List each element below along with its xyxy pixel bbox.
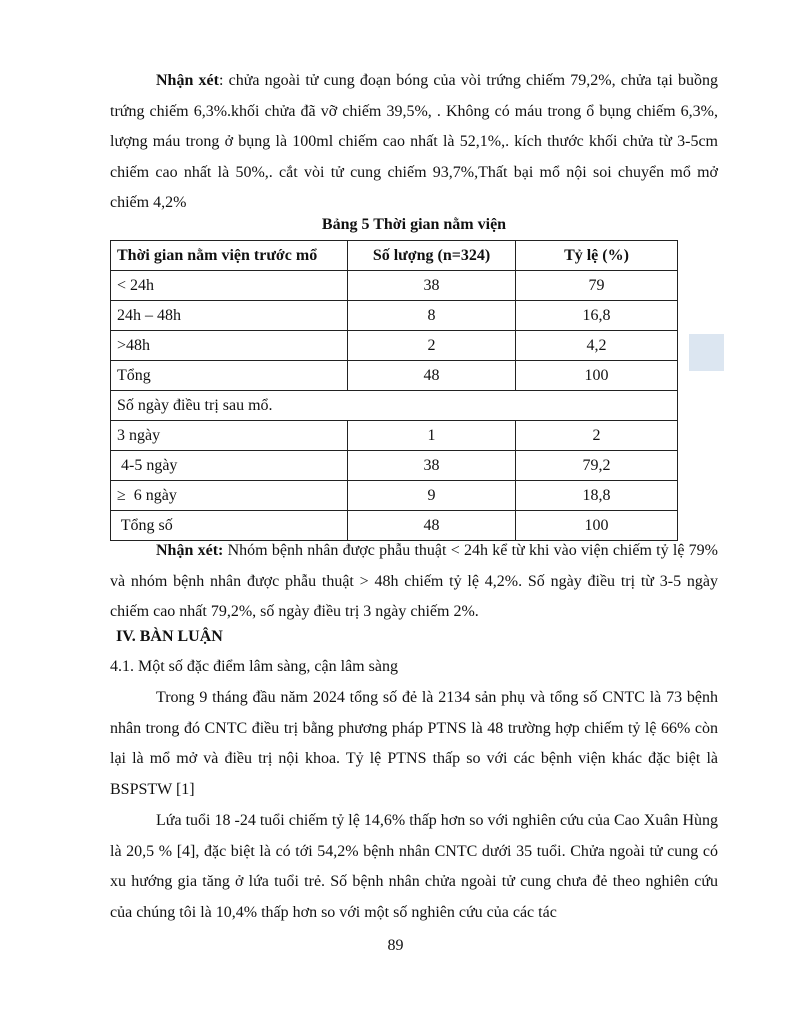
table-row [111,331,678,361]
hospital-stay-table [110,240,678,541]
body-paragraph-2: Lứa tuổi 18 -24 tuổi chiếm tỷ lệ 14,6% thấp hơn so với nghiên cứu của Cao Xuân Hùng là 20,5 % [4], đặc biệt là có tới 54,2% bệnh nhân CNTC dưới 35 tuổi. Chửa ngoài tử cung có xu hướng gia tăng ở lứa tuổi trẻ. Số bệnh nhân chửa ngoài tử cung chưa đẻ theo nghiên cứu của chúng tôi là 10,4% thấp hơn so với một số nghiên cứu của các tác [110,812,718,921]
subsection-heading: 4.1. Một số đặc điểm lâm sàng, cận lâm sàng [110,658,398,675]
table-cell: 2 [516,421,678,451]
table-cell: 8 [348,301,516,331]
table-cell: 24h – 48h [111,301,348,331]
table-cell: ≥ 6 ngày [111,481,348,511]
table-cell: 4,2 [516,331,678,361]
comment-text: : chửa ngoài tử cung đoạn bóng của vòi trứng chiếm 79,2%, chửa tại buồng trứng chiếm 6,3%.khối chửa đã vỡ chiếm 39,5%, . Không có máu trong ổ bụng chiếm 6,3%, lượng máu trong ở bụng là 100ml chiếm cao nhất là 52,1%,. kích thước khối chửa từ 3-5cm chiếm cao nhất là 50%,. cắt vòi tử cung chiếm 93,7%,Thất bại mổ nội soi chuyển mổ mở chiếm 4,2% [110,72,719,212]
table-cell: 79,2 [516,451,678,481]
comment-paragraph-1 [110,66,718,219]
table-row [111,271,678,301]
table-cell: >48h [111,331,348,361]
table-cell: 9 [348,481,516,511]
header-cell: Số lượng (n=324) [348,241,516,271]
comment-label: Nhận xét [156,72,219,89]
table-cell: 38 [348,271,516,301]
section-heading: IV. BÀN LUẬN [116,628,223,645]
table-cell: 38 [348,451,516,481]
body-paragraph-1: Trong 9 tháng đầu năm 2024 tổng số đẻ là 2134 sản phụ và tổng số CNTC là 73 bệnh nhân trong đó CNTC điều trị bằng phương pháp PTNS là 48 trường hợp chiếm tỷ lệ 66% còn lại là mổ mở và điều trị nội khoa. Tỷ lệ PTNS thấp so với các bệnh viện khác đặc biệt là BSPSTW [1] [110,689,718,798]
table-section-row [111,391,678,421]
header-cell: Thời gian nằm viện trước mổ [111,241,348,271]
table-row [111,451,678,481]
table-cell: Tổng [111,361,348,391]
table-caption: Bảng 5 Thời gian nằm viện [321,216,507,233]
table-cell: 4-5 ngày [111,451,348,481]
table-cell: 79 [516,271,678,301]
comment-paragraph-2 [110,536,718,628]
table-cell: 18,8 [516,481,678,511]
page-number: 89 [387,937,404,954]
table-cell: 1 [348,421,516,451]
table-header-row [111,241,678,271]
table-cell: 48 [348,361,516,391]
table-cell: 2 [348,331,516,361]
comment-text: Nhóm bệnh nhân được phẫu thuật < 24h kể từ khi vào viện chiếm tỷ lệ 79% và nhóm bệnh nhân được phẫu thuật > 48h chiếm tỷ lệ 4,2%. Số ngày điều trị từ 3-5 ngày chiếm cao nhất 79,2%, số ngày điều trị 3 ngày chiếm 2%. [110,542,719,621]
table-cell: 100 [516,361,678,391]
table-row [111,301,678,331]
header-cell: Tỷ lệ (%) [516,241,678,271]
table-cell: 100 [516,511,678,541]
page-side-marker [689,334,724,371]
table-row [111,481,678,511]
table-row [111,361,678,391]
table-cell: Tổng số [111,511,348,541]
table-cell: 3 ngày [111,421,348,451]
table-cell: < 24h [111,271,348,301]
table-row [111,421,678,451]
section-label-cell: Số ngày điều trị sau mổ. [111,391,678,421]
table-cell: 48 [348,511,516,541]
table-cell: 16,8 [516,301,678,331]
comment-label: Nhận xét: [156,542,224,559]
